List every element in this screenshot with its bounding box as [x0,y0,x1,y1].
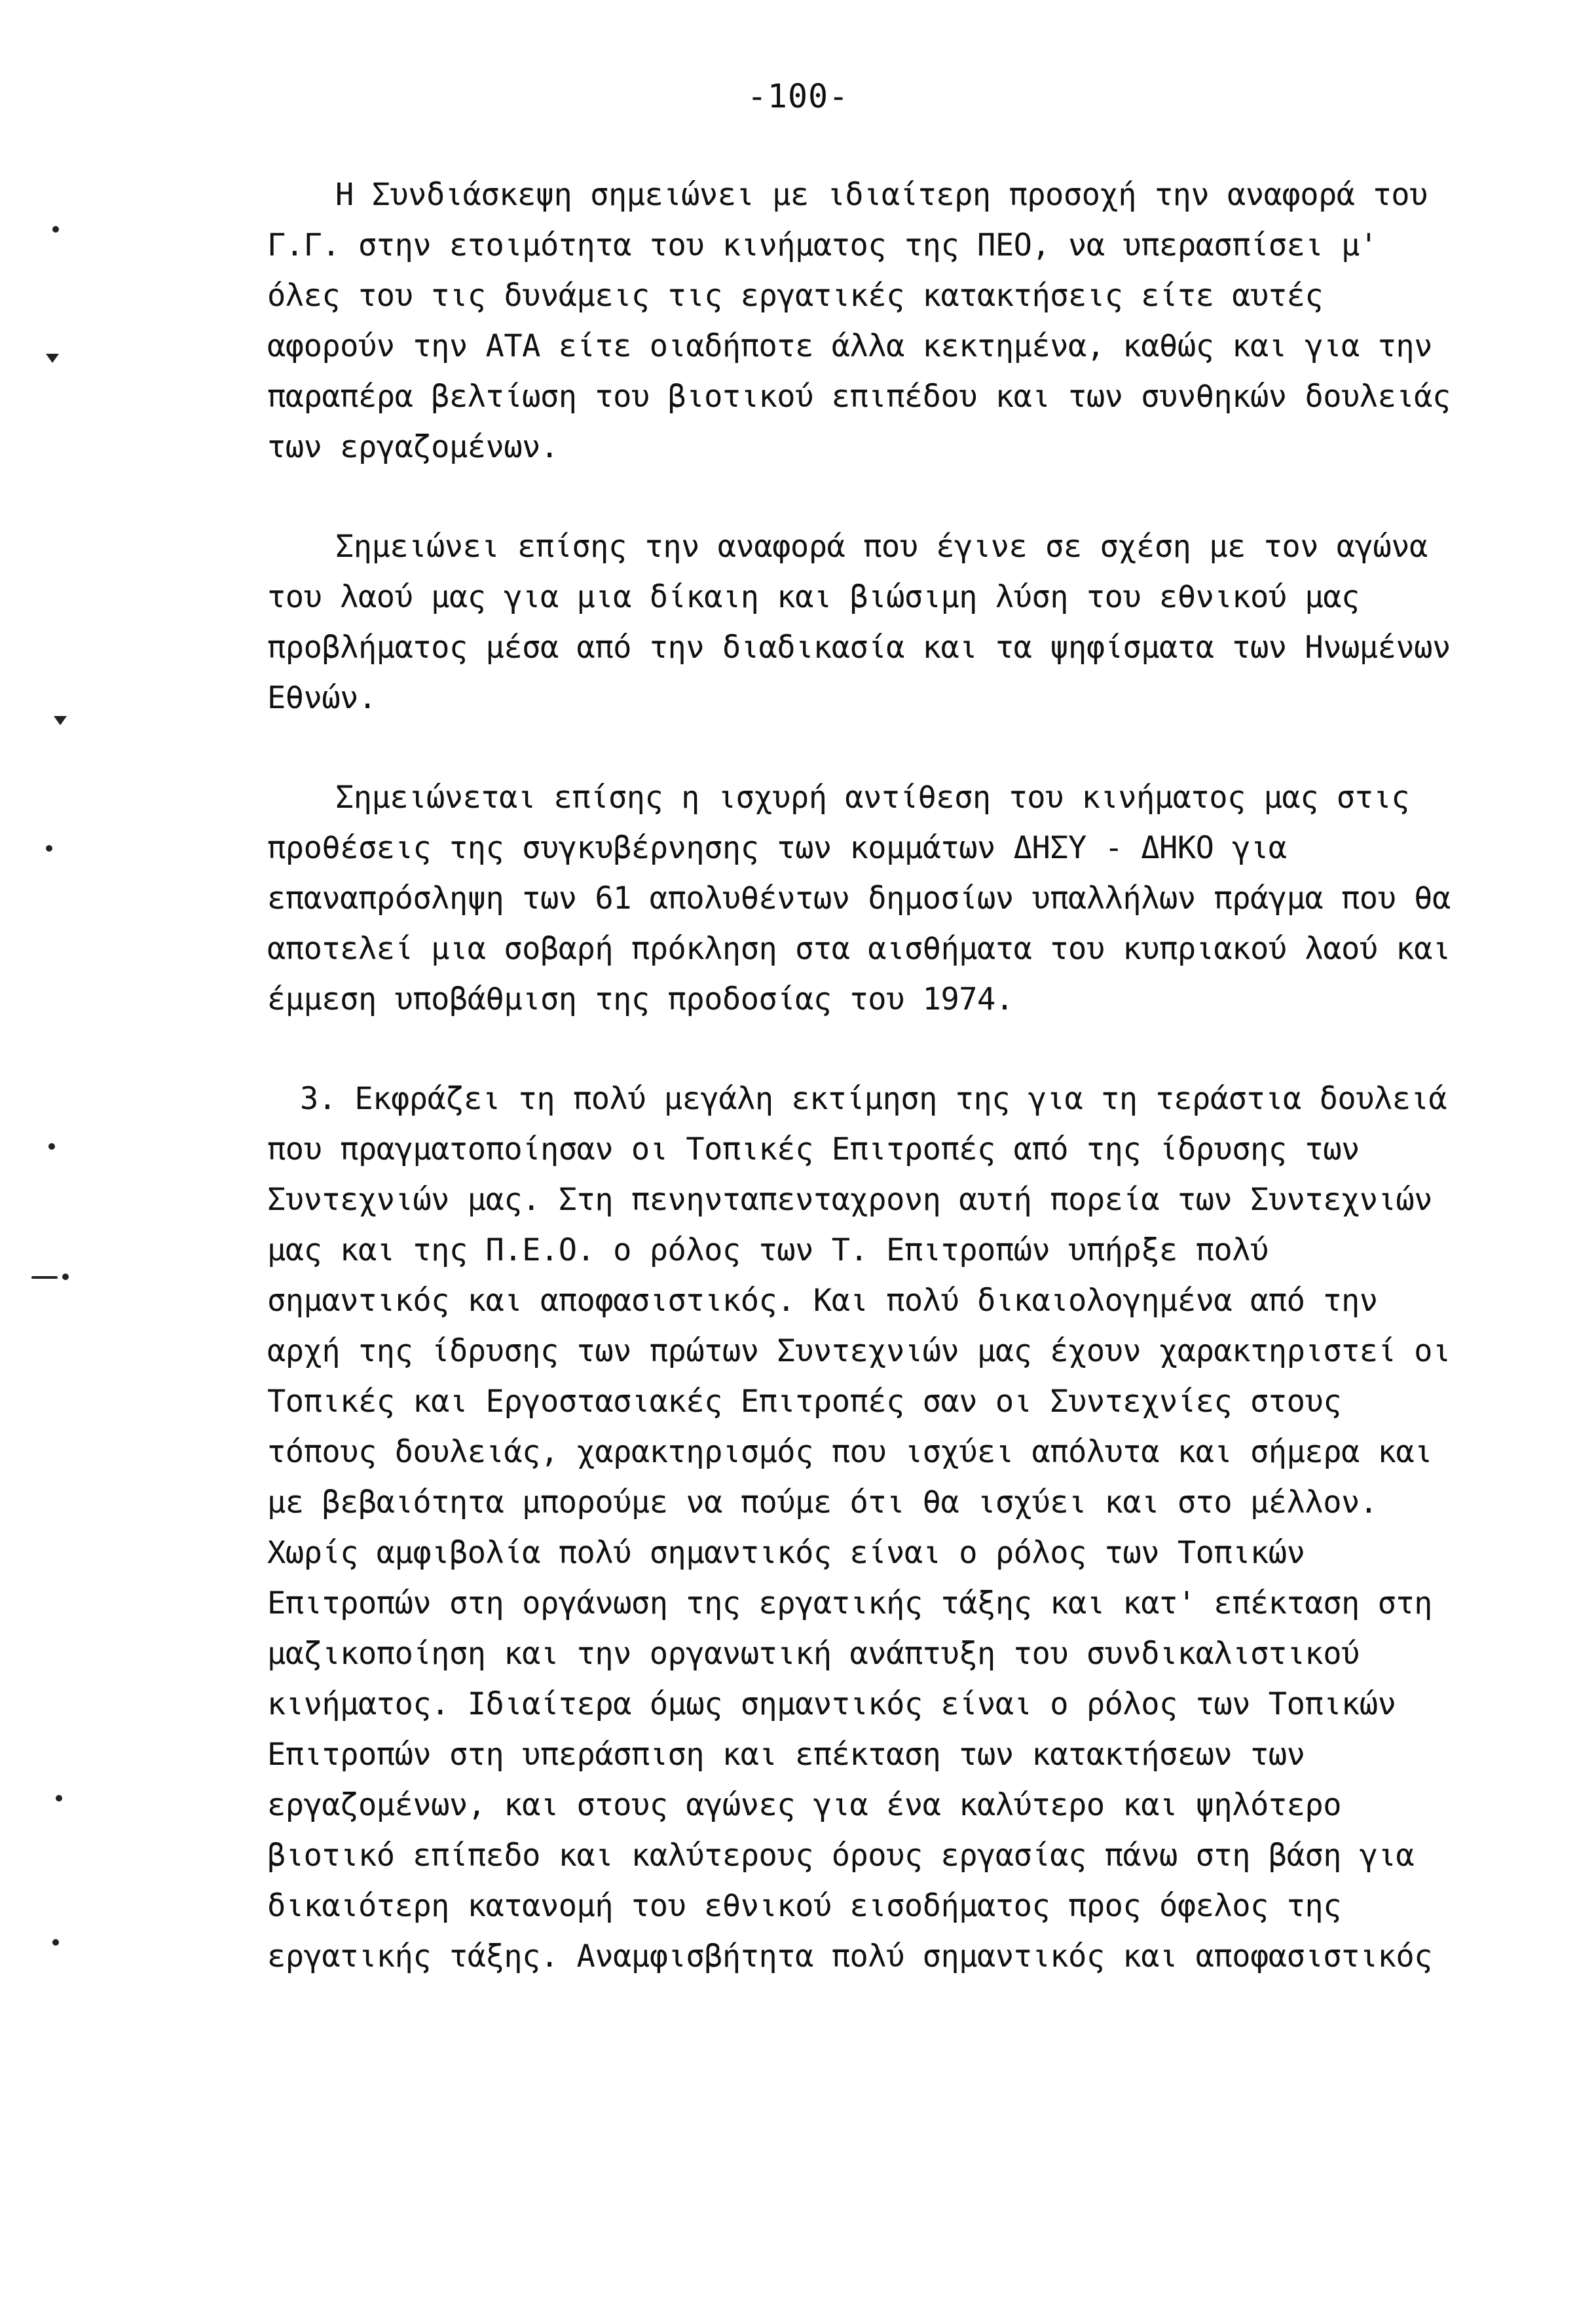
scan-mark [48,1143,55,1150]
scan-mark [46,354,59,363]
paragraph-1-line: Γ.Γ. στην ετοιμότητα του κινήματος της ΠΕΟ, να υπερασπίσει μ' [267,227,1378,263]
paragraph-4-line: που πραγματοποίησαν οι Τοπικές Επιτροπές από της ίδρυσης των [267,1131,1360,1167]
paragraph-2-line: Εθνών. [267,680,377,716]
paragraph-1-line: αφορούν την ΑΤΑ είτε οιαδήποτε άλλα κεκτημένα, καθώς και για την [267,328,1432,364]
scan-mark [52,226,59,233]
paragraph-4-line: μας και της Π.Ε.Ο. ο ρόλος των Τ. Επιτροπών υπήρξε πολύ [267,1232,1269,1268]
paragraph-4-line: Επιτροπών στη οργάνωση της εργατικής τάξης και κατ' επέκταση στη [267,1585,1432,1621]
paragraph-4-line: Συντεχνιών μας. Στη πενηνταπενταχρονη αυτή πορεία των Συντεχνιών [267,1182,1432,1218]
paragraph-4-line: μαζικοποίηση και την οργανωτική ανάπτυξη του συνδικαλιστικού [267,1636,1360,1672]
paragraph-4-line: Χωρίς αμφιβολία πολύ σημαντικός είναι ο ρόλος των Τοπικών [267,1535,1305,1571]
paragraph-4-line: αρχή της ίδρυσης των πρώτων Συντεχνιών μας έχουν χαρακτηριστεί οι [267,1333,1451,1369]
page-number: -100- [747,77,849,115]
paragraph-1-line: όλες του τις δυνάμεις τις εργατικές κατακτήσεις είτε αυτές [267,278,1324,314]
scan-mark [46,845,52,852]
paragraph-4-line: Τοπικές και Εργοστασιακές Επιτροπές σαν οι Συντεχνίες στους [267,1384,1341,1420]
paragraph-4-line: βιοτικό επίπεδο και καλύτερους όρους εργασίας πάνω στη βάση για [267,1838,1415,1874]
paragraph-4-line: κινήματος. Ιδιαίτερα όμως σημαντικός είναι ο ρόλος των Τοπικών [267,1686,1396,1722]
scan-mark [31,1276,58,1279]
paragraph-3-line: αποτελεί μια σοβαρή πρόκληση στα αισθήματα του κυπριακού λαού και [267,931,1451,967]
scan-mark [62,1274,69,1280]
paragraph-2-line: Σημειώνει επίσης την αναφορά που έγινε σε σχέση με τον αγώνα [335,529,1428,565]
paragraph-3-line: Σημειώνεται επίσης η ισχυρή αντίθεση του κινήματος μας στις [335,780,1409,816]
paragraph-4-line: 3. Εκφράζει τη πολύ μεγάλη εκτίμηση της για τη τεράστια δουλειά [300,1081,1447,1117]
paragraph-3-line: επαναπρόσληψη των 61 απολυθέντων δημοσίων υπαλλήλων πράγμα που θα [267,880,1451,916]
paragraph-1-line: Η Συνδιάσκεψη σημειώνει με ιδιαίτερη προσοχή την αναφορά του [335,177,1428,213]
paragraph-2-line: του λαού μας για μια δίκαιη και βιώσιμη λύση του εθνικού μας [267,579,1360,615]
paragraph-4-line: Επιτροπών στη υπεράσπιση και επέκταση των κατακτήσεων των [267,1737,1305,1773]
scan-mark [56,1795,62,1802]
paragraph-4-line: τόπους δουλειάς, χαρακτηρισμός που ισχύει απόλυτα και σήμερα και [267,1434,1432,1470]
paragraph-3-line: προθέσεις της συγκυβέρνησης των κομμάτων ΔΗΣΥ - ΔΗΚΟ για [267,830,1287,866]
scan-mark [52,1939,59,1946]
paragraph-1-line: παραπέρα βελτίωση του βιοτικού επιπέδου και των συνθηκών δουλειάς [267,379,1451,415]
paragraph-4-line: σημαντικός και αποφασιστικός. Και πολύ δικαιολογημένα από την [267,1283,1378,1319]
paragraph-2-line: προβλήματος μέσα από την διαδικασία και τα ψηφίσματα των Ηνωμένων [267,630,1451,666]
paragraph-4-line: εργατικής τάξης. Αναμφισβήτητα πολύ σημαντικός και αποφασιστικός [267,1938,1432,1974]
paragraph-3-line: έμμεση υποβάθμιση της προδοσίας του 1974. [267,981,1014,1017]
paragraph-1-line: των εργαζομένων. [267,429,559,465]
paragraph-4-line: με βεβαιότητα μπορούμε να πούμε ότι θα ισχύει και στο μέλλον. [267,1484,1378,1520]
paragraph-4-line: δικαιότερη κατανομή του εθνικού εισοδήματος προς όφελος της [267,1888,1341,1924]
scan-mark [54,716,67,725]
paragraph-4-line: εργαζομένων, και στους αγώνες για ένα καλύτερο και ψηλότερο [267,1787,1341,1823]
